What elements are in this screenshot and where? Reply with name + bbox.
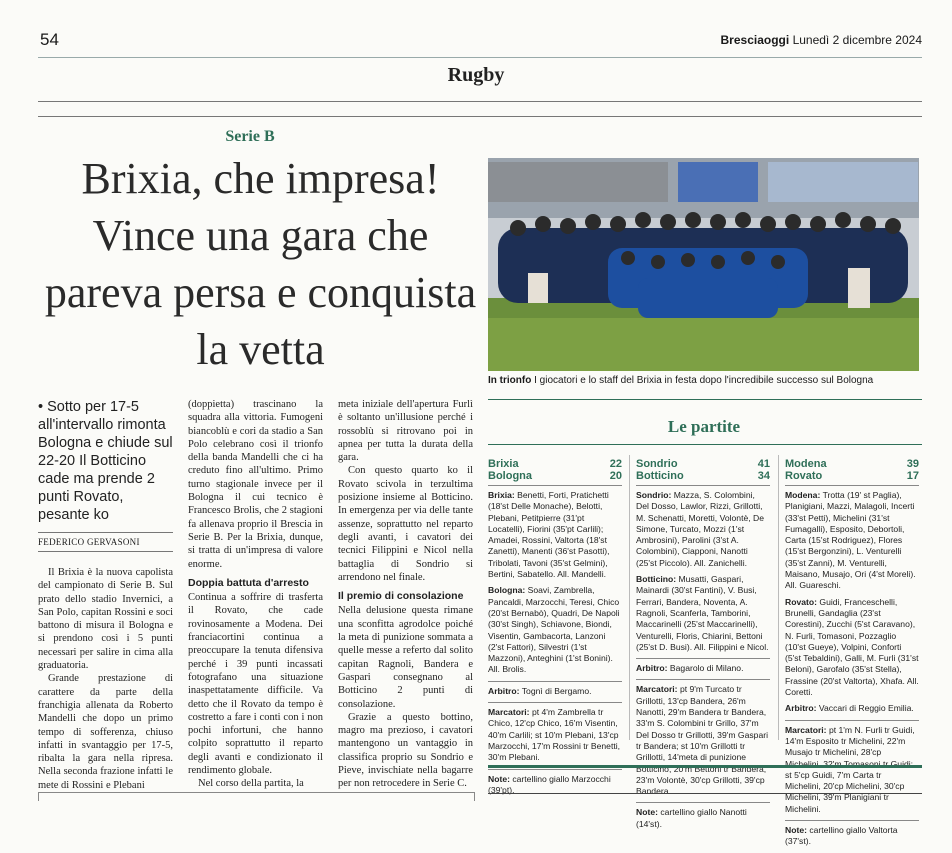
- notes-label: Note:: [636, 807, 658, 818]
- paragraph: Grazie a questo bottino, magro ma prezioso, i cavatori mantengono un vantaggio in classifica proprio su Sondrio e Pieve, invischiate nella bagarre per non retrocedere in Serie C.: [338, 711, 473, 790]
- article-kicker: Serie B: [225, 128, 275, 145]
- lineup-home: [636, 490, 770, 569]
- photo-caption: [488, 375, 920, 386]
- lineup-away: [636, 574, 770, 653]
- team-score: 20: [609, 470, 622, 482]
- referee-label: Arbitro:: [636, 663, 668, 674]
- divider: [636, 679, 770, 680]
- score-row: [488, 470, 622, 486]
- notes-label: Note:: [488, 773, 510, 784]
- lineup-text: Musatti, Gaspari, Mainardi (30'st Fantini), V. Busi, Ferrari, Bandera, Noventa, A. Ragnoli, Scanferla, Tamborini, Maccarinelli (25'st Maccarinelli), Venturelli, Floris, Chiarini, Bettoni (25'st D. Busi). All. Filippini e Nicol.: [636, 574, 769, 652]
- next-article-rule: [488, 793, 922, 794]
- article-summary: • Sotto per 17-5 all'intervallo rimonta Bologna e chiude sul 22-20 Il Botticino cade ma prende 2 punti Rovato, pesante ko: [38, 399, 173, 523]
- lineup-away: [785, 597, 919, 699]
- page-number: 54: [40, 30, 59, 49]
- notes-label: Note:: [785, 825, 807, 836]
- partite-rule-bottom: [488, 444, 922, 445]
- partite-title: Le partite: [667, 417, 741, 436]
- lineup-label: Rovato:: [785, 596, 817, 607]
- paragraph: meta iniziale dell'apertura Furlì è soltanto un'illusione perché i rossoblù si ritrovano poi in apnea per tutta la durata della gara.: [338, 399, 473, 464]
- team-name: Botticino: [636, 470, 684, 482]
- article-column-1: [38, 566, 173, 792]
- newspaper-name: Bresciaoggi: [720, 33, 790, 47]
- paragraph: Grande prestazione di carattere da parte della franchigia allenata da Roberto Mandelli che dopo un primo tempo di sofferenza, chiuso infatti in svantaggio per 17-5, ribalta la gara nella ripresa. Nella seconda frazione infatti le mete di Rossini e Plebani: [38, 673, 173, 791]
- paragraph: Continua a soffrire di trasferta il Rovato, che cade rovinosamente a Modena. Dei franciacortini continua a preoccupare la tenuta difensiva perché i 39 punti incassati fotografano una situazione inaspettatamente difficile. Va detto che il Rovato da tempo è costretto a fare i conti con i non pochi infortuni, che hanno colpito soprattutto il reparto degli avanti e condizionato il rendimento globale.: [188, 592, 323, 777]
- lineup-label: Botticino:: [636, 574, 677, 585]
- article-column-3: [338, 398, 473, 791]
- team-score: 41: [757, 458, 770, 470]
- referee-label: Arbitro:: [785, 703, 817, 714]
- score-row: [488, 458, 622, 470]
- team-score: 39: [906, 458, 919, 470]
- match-box-brixia-bologna: [488, 458, 622, 801]
- lineup-text: Guidi, Franceschelli, Brunelli, Gandaglia (23'st Corestini), Zucchi (5'st Caravano), N. Furli, Tomasoni, Pozzaglio (10'st Gueye), Volpini, Conforti (5'st Tebaldini), Galli, M. Furli (31'st Beloni), Garofalo (35'st Stella), Frassine (20'st Valtorta), Xhafa. All. Coretti.: [785, 596, 919, 698]
- team-name: Bologna: [488, 470, 532, 482]
- scorers-text: pt 9'm Turcato tr Grillotti, 13'cp Bandera, 26'm Nanotti, 29'm Bandera tr Bandera, 33'm S. Colombini tr Grillo, 37'm Del Dosso tr Grillotti, 39'm Gaspari tr Bandera; st 10'm Grillotti tr Grillotti, 14'meta di punizione Botticino, 20'm Bettoni tr Bandera, 23'm Volontè, 30'cp Grillotti, 39'cp Bandera.: [636, 684, 769, 797]
- scorers-label: Marcatori:: [785, 724, 827, 735]
- referee: [488, 686, 622, 697]
- lineup-away: [488, 585, 622, 675]
- notes: [636, 807, 770, 830]
- paragraph: Nella delusione questa rimane una sconfitta agrodolce poiché la meta di punizione sommata a quelle messe a referto dal solito capitan Ragnoli, Bandera e Gaspari consegnano al Botticino 2 punti di consolazione.: [338, 605, 473, 710]
- match-box-sondrio-botticino: [636, 458, 770, 835]
- subheading: Il premio di consolazione: [338, 590, 464, 603]
- team-name: Sondrio: [636, 458, 678, 470]
- referee-label: Arbitro:: [488, 685, 520, 696]
- column-divider: [629, 455, 630, 740]
- team-name: Rovato: [785, 470, 823, 482]
- partite-rule-top: [488, 399, 922, 400]
- masthead: [721, 33, 922, 47]
- lineup-label: Brixia:: [488, 490, 515, 500]
- notes-text: cartellino giallo Valtorta (37'st).: [785, 825, 898, 847]
- divider: [488, 681, 622, 682]
- referee: [785, 703, 919, 714]
- score-row: [636, 470, 770, 486]
- divider: [488, 769, 622, 770]
- section-rule-bottom: [38, 116, 922, 117]
- lineup-text: Mazza, S. Colombini, Del Dosso, Lawlor, Rizzi, Grillotti, M. Schenatti, Moretti, Volontè, De Simone, Turcato, Mozzi (1'st Ambrosini), Parolini (3'st A. Colombini), Ciapponi, Nanotti (25'st Piccolo). All. Zanichelli.: [636, 490, 765, 568]
- caption-text: I giocatori e lo staff del Brixia in festa dopo l'incredibile successo sul Bologna: [534, 375, 874, 386]
- lineup-label: Modena:: [785, 490, 821, 500]
- lineup-label: Bologna:: [488, 585, 526, 596]
- paragraph: (doppietta) trascinano la squadra alla vittoria. Fumogeni biancoblù e cori da stadio a San Polo celebrano così il trionfo della banda Mandelli che ci ha creduto fino all'ultimo. Primo turno stagionale invece per il Bologna il cui tecnico è Francesco Brolis, che 2 stagioni fa allenava proprio il Brescia in Serie B. Per la Brixia, dunque, si tratta di un'impresa di valore enorme.: [188, 399, 323, 570]
- subheading: Doppia battuta d'arresto: [188, 576, 309, 589]
- score-row: [636, 458, 770, 470]
- scorers-label: Marcatori:: [636, 684, 678, 695]
- team-name: Modena: [785, 458, 827, 470]
- team-photo: [488, 158, 919, 371]
- partite-rule-end: [488, 765, 922, 768]
- paragraph: Nel corso della partita, la: [198, 778, 304, 790]
- team-name: Brixia: [488, 458, 519, 470]
- divider: [636, 802, 770, 803]
- notes-text: cartellino giallo Marzocchi (39'pt).: [488, 773, 611, 795]
- scorers-text: pt 4'm Zambrella tr Chico, 12'cp Chico, 16'm Visentin, 40'm Carlili; st 10'm Plebani, 13'cp Marzocchi, 17'm Rossini tr Benetti, 30'm Plebani.: [488, 707, 621, 763]
- lineup-text: Soavi, Zambrella, Pancaldi, Marzocchi, Teresi, Chico (20'st Bernabò), Quadri, De Napoli (30'st Singh), Schiavone, Biondi, Visentin, Gambacorta, Lanzoni (2'st Fattori), Silvestri (1'st Mazzoni), Anteghini (1'st Bonini). All. Brolis.: [488, 585, 620, 675]
- byline: FEDERICO GERVASONI: [38, 532, 173, 552]
- score-row: [785, 470, 919, 486]
- team-score: 34: [757, 470, 770, 482]
- team-score: 22: [609, 458, 622, 470]
- paragraph: Con questo quarto ko il Rovato scivola in terzultima posizione insieme al Botticino. In emergenza per via delle tante assenze, soprattutto nel reparto degli avanti, i cavatori dei tecnici Filippini e Nicol nella battaglia di Sondrio si arrendono nel finale.: [338, 465, 473, 583]
- score-row: [785, 458, 919, 470]
- referee-text: Vaccari di Reggio Emilia.: [818, 703, 914, 714]
- lineup-label: Sondrio:: [636, 490, 672, 500]
- lineup-text: Benetti, Forti, Pratichetti (18'st Delle Monache), Belotti, Plebani, Petitpierre (31'pt Locatelli), Fiorini (35'pt Carlili); Amadei, Rossini, Valtorta (18'st Zanetti), Manenti (36'st Pasotti), Tribolati, Tavoni (35'st Gelmini), Bertini, Sabatello. All. Mandelli.: [488, 490, 610, 580]
- divider: [785, 820, 919, 821]
- scorers: [785, 725, 919, 815]
- scorers-label: Marcatori:: [488, 707, 530, 718]
- lineup-text: Trotta (19' st Paglia), Planigiani, Mazzi, Malagoli, Incerti (33'st Petti), Michelini (31'st Fumagalli), Esposito, Debortoli, Carta (15'st Rodriguez), Flores (15'st Bergonzini), L. Venturelli (35'st Zanni), M. Venturelli, Maisano, Musajo, Ori (4'st Moreli). All. Guareschi.: [785, 490, 916, 591]
- section-title: Rugby: [447, 64, 505, 86]
- referee-text: Tognì di Bergamo.: [521, 685, 592, 696]
- divider: [488, 702, 622, 703]
- referee-text: Bagarolo di Milano.: [669, 663, 744, 674]
- header-rule: [38, 57, 922, 58]
- referee: [636, 663, 770, 674]
- divider: [785, 720, 919, 721]
- scorers-text: pt 1'm N. Furli tr Guidi, 14'm Esposito tr Michelini, 22'm Musajo tr Michelini, 28'cp Michelini, 32'm Tomasoni tr Guidi; st 5'cp Guidi, 7'm Carta tr Michelini, 20'cp Michelini, 30'cp Michelini, 39'm Planigiani tr Michelini.: [785, 724, 915, 814]
- scorers: [488, 707, 622, 763]
- team-score: 17: [906, 470, 919, 482]
- notes: [785, 825, 919, 848]
- issue-date: Lunedì 2 dicembre 2024: [792, 33, 922, 47]
- lineup-home: [785, 490, 919, 592]
- column-divider: [778, 455, 779, 740]
- caption-label: In trionfo: [488, 375, 532, 386]
- article-headline: Brixia, che impresa! Vince una gara che pareva persa e conquista la vetta: [44, 154, 477, 374]
- article-column-2: [188, 398, 323, 791]
- lineup-home: [488, 490, 622, 580]
- notes-text: cartellino giallo Nanotti (14'st).: [636, 807, 747, 829]
- divider: [636, 658, 770, 659]
- scorers: [636, 684, 770, 797]
- section-rule-top: [38, 101, 922, 102]
- paragraph: Il Brixia è la nuova capolista del campionato di Serie B. Sul prato dello stadio Invernici, a San Polo, capitan Rossini e soci battono di misura il Bologna e si prendono così i 5 punti necessari per salire in cima alla graduatoria.: [38, 567, 173, 672]
